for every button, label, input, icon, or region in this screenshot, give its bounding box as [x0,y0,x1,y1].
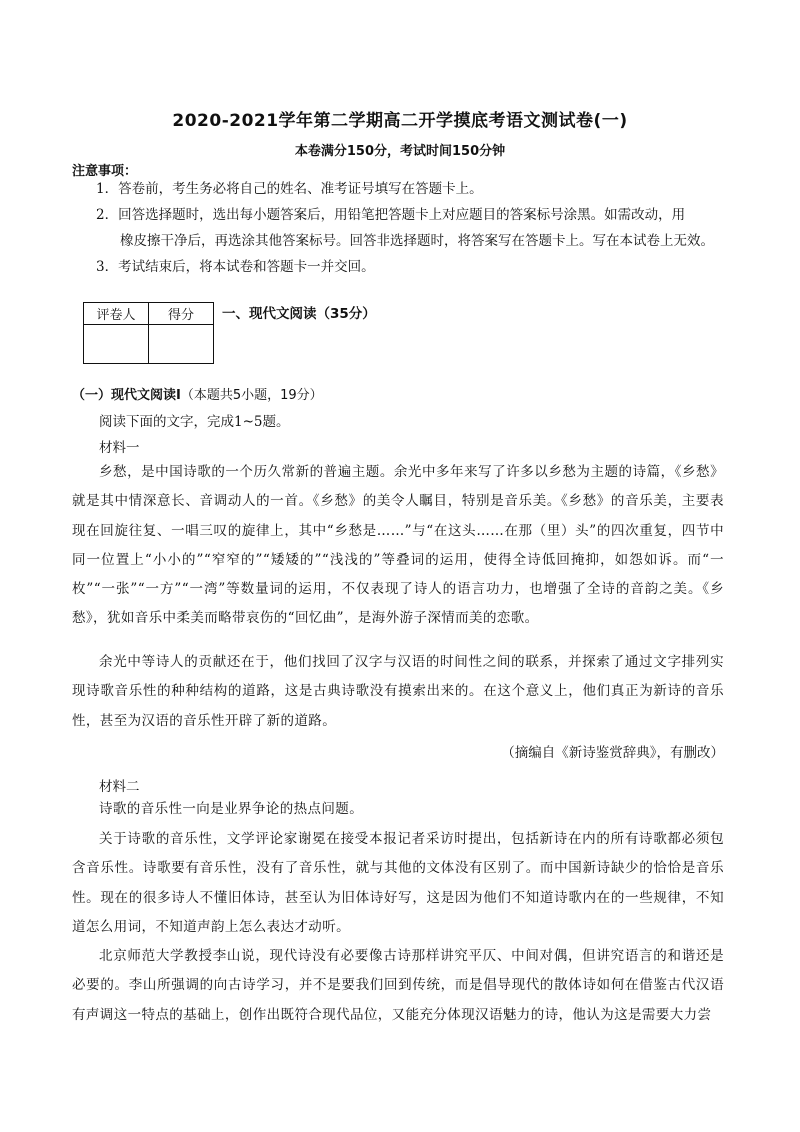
material1-label: 材料一 [99,440,140,456]
score-table [83,302,214,364]
material2-paragraph-2: 关于诗歌的音乐性，文学评论家谢冕在接受本报记者采访时提出，包括新诗在内的所有诗歌都必须包含音乐性。诗歌要有音乐性，没有了音乐性，就与其他的文体没有区别了。而中国新诗缺少的恰恰是音乐性。现在的很多诗人不懂旧体诗，甚至认为旧体诗好写，这是因为他们不知道诗歌内在的一些规律，不知道怎么用词，不知道声韵上怎么表达才动听。 [72,831,724,935]
part-label: （一）现代文阅读Ⅰ [72,388,181,403]
score-table-score-header: 得分 [149,303,214,325]
instruction-text: 阅读下面的文字，完成1~5题。 [99,414,290,430]
material1-paragraph-2: 余光中等诗人的贡献还在于，他们找回了汉字与汉语的时间性之间的联系，并探索了通过文字排列实现诗歌音乐性的种种结构的道路，这是古典诗歌没有摸索出来的。在这个意义上，他们真正为新诗的音乐性，甚至为汉语的音乐性开辟了新的道路。 [72,654,724,729]
material1-source: （摘编自《新诗鉴赏辞典》，有删改） [501,745,724,761]
page-title: 2020-2021学年第二学期高二开学摸底考语文测试卷(一) [172,111,628,131]
material2-label: 材料二 [99,779,140,795]
material1-paragraph-1: 乡愁，是中国诗歌的一个历久常新的普遍主题。余光中多年来写了许多以乡愁为主题的诗篇，《乡愁》就是其中情深意长、音调动人的一首。《乡愁》的美令人瞩目，特别是音乐美。《乡愁》的音乐美，主要表现在回旋往复、一唱三叹的旋律上，其中“乡愁是……”与“在这头……在那（里）头”的四次重复，四节中同一位置上“小小的”“窄窄的”“矮矮的”“浅浅的”等叠词的运用，使得全诗低回掩抑，如怨如诉。而“一枚”“一张”“一方”“一湾”等数量词的运用，不仅表现了诗人的语言功力，也增强了全诗的音韵之美。《乡愁》，犹如音乐中柔美而略带哀伤的“回忆曲”，是海外游子深情而美的恋歌。 [72,464,724,627]
score-table-score-cell [149,325,214,364]
material2-paragraph-1: 诗歌的音乐性一向是业界争论的热点问题。 [99,801,364,817]
part-detail: （本题共5小题，19分） [180,388,323,403]
material2-paragraph-3: 北京师范大学教授李山说，现代诗没有必要像古诗那样讲究平仄、中间对偶，但讲究语言的和谐还是必要的。李山所强调的向古诗学习，并不是要我们回到传统，而是倡导现代的散体诗如何在借鉴古代汉语有声调这一特点的基础上，创作出既符合现代品位，又能充分体现汉语魅力的诗，他认为这是需要大力尝 [72,948,724,1023]
score-table-grader-header: 评卷人 [84,303,149,325]
notice-heading: 注意事项： [72,164,138,179]
notice-item-1: 1．答卷前，考生务必将自己的姓名、准考证号填写在答题卡上。 [96,181,483,197]
notice-item-3: 3．考试结束后，将本试卷和答题卡一并交回。 [96,259,375,275]
part-heading [72,384,323,403]
section-heading: 一、现代文阅读（35分） [222,306,376,322]
notice-item-2: 2．回答选择题时，选出每小题答案后，用铅笔把答题卡上对应题目的答案标号涂黑。如需改动，用 [96,207,686,223]
score-table-grader-cell [84,325,149,364]
page-subtitle: 本卷满分150分，考试时间150分钟 [294,144,506,159]
notice-item-2-continued: 橡皮擦干净后，再选涂其他答案标号。回答非选择题时，将答案写在答题卡上。写在本试卷上无效。 [120,233,714,249]
